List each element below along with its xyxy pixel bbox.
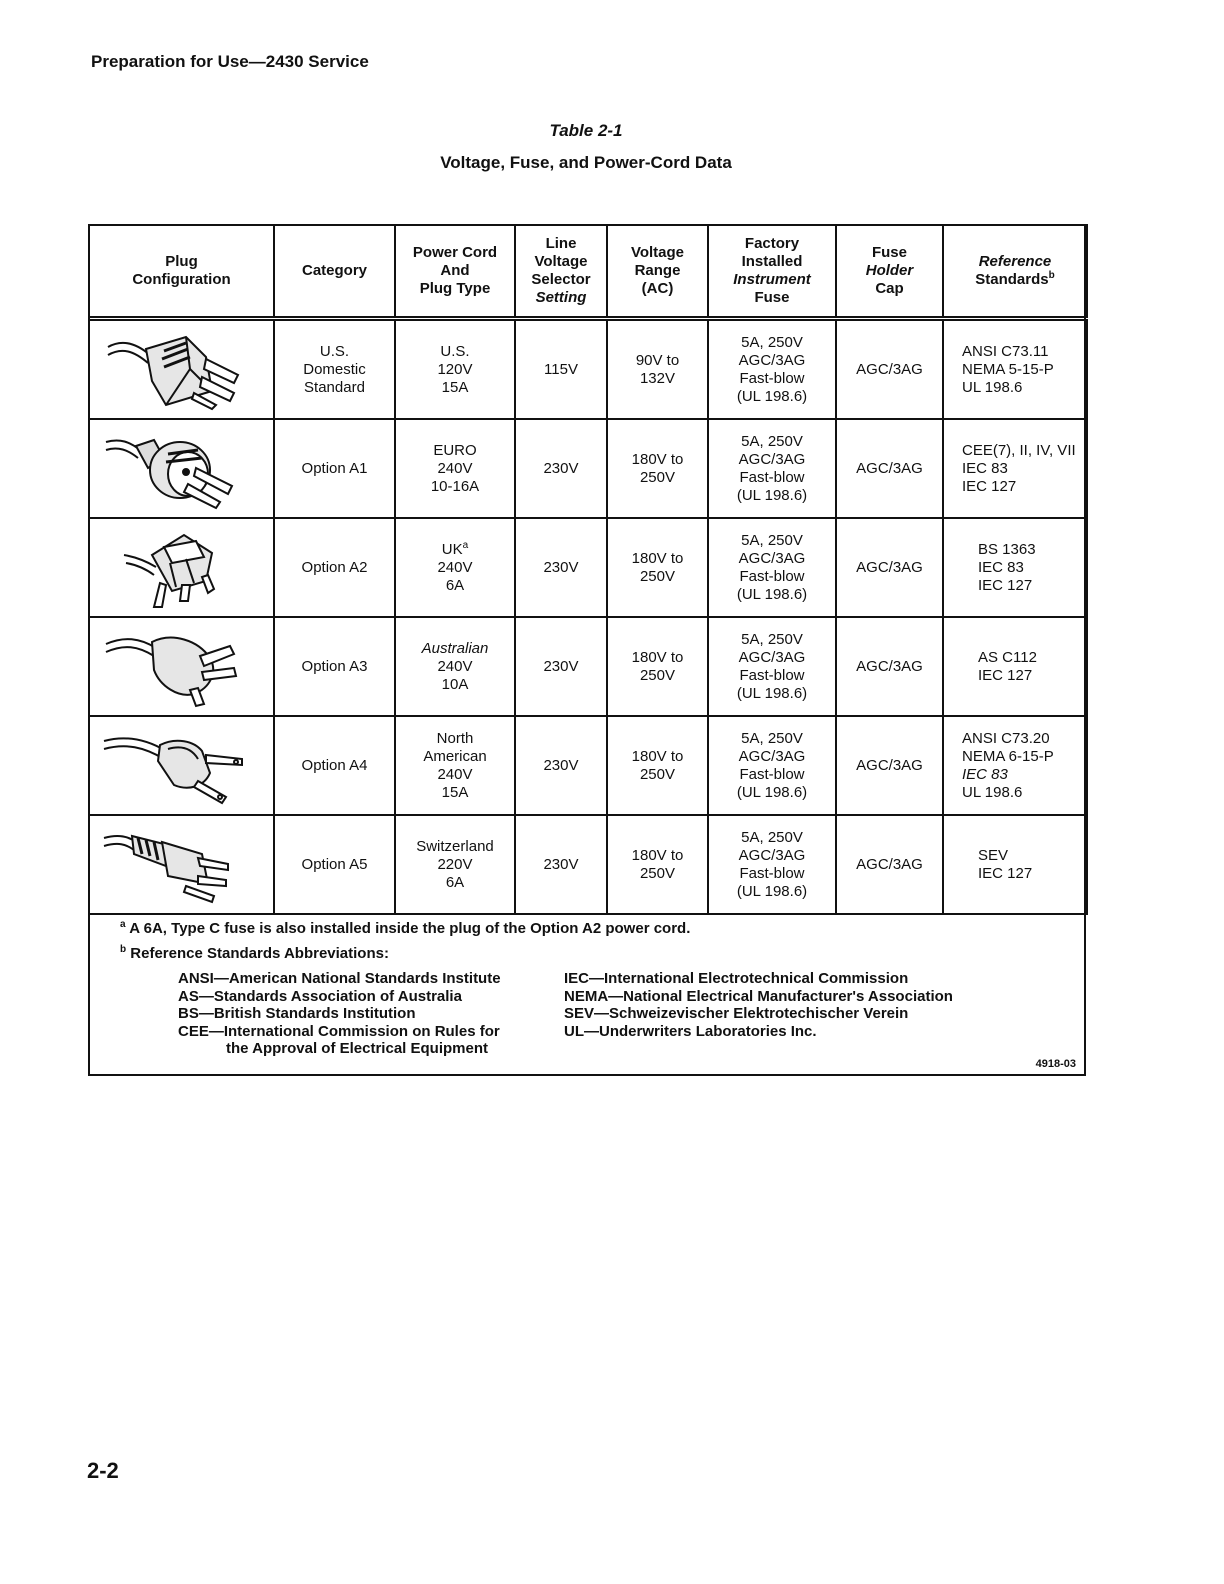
reference-standards-cell: ANSI C73.11 NEMA 5-15-P UL 198.6 bbox=[943, 319, 1087, 420]
header-voltage-range: Voltage Range (AC) bbox=[607, 225, 708, 319]
voltage-fuse-table bbox=[88, 224, 1088, 915]
power-cord-cell: $UK^a$ 240V 6A bbox=[395, 518, 515, 617]
factory-fuse-cell: 5A, 250V AGC/3AG Fast-blow (UL 198.6) bbox=[708, 518, 836, 617]
table-row bbox=[89, 617, 1087, 716]
table-row bbox=[89, 319, 1087, 420]
selector-setting-cell: 230V bbox=[515, 518, 607, 617]
plug-configuration-cell bbox=[89, 815, 274, 914]
category-cell: Option A3 bbox=[274, 617, 395, 716]
selector-setting-cell: 115V bbox=[515, 319, 607, 420]
power-cord-cell: North American 240V 15A bbox=[395, 716, 515, 815]
table-title: Voltage, Fuse, and Power-Cord Data bbox=[440, 153, 732, 172]
header-power-cord: Power Cord And Plug Type bbox=[395, 225, 515, 319]
abbreviation-item: UL—Underwriters Laboratories Inc. bbox=[564, 1022, 817, 1040]
table-row bbox=[89, 815, 1087, 914]
figure-code: 4918-03 bbox=[1035, 1058, 1076, 1070]
header-factory-fuse: Factory Installed Instrument Fuse bbox=[708, 225, 836, 319]
power-cord-cell: Switzerland 220V 6A bbox=[395, 815, 515, 914]
selector-setting-cell: 230V bbox=[515, 419, 607, 518]
abbreviation-item: BS—British Standards Institution bbox=[178, 1005, 416, 1022]
abbreviation-column-left bbox=[178, 970, 558, 1058]
factory-fuse-cell: 5A, 250V AGC/3AG Fast-blow (UL 198.6) bbox=[708, 815, 836, 914]
header-line-voltage-selector: Line Voltage Selector Setting bbox=[515, 225, 607, 319]
abbreviation-item: ANSI—American National Standards Institute bbox=[178, 970, 501, 987]
power-cord-cell: U.S. 120V 15A bbox=[395, 319, 515, 420]
factory-fuse-cell: 5A, 250V AGC/3AG Fast-blow (UL 198.6) bbox=[708, 319, 836, 420]
page-number: 2-2 bbox=[87, 1458, 119, 1483]
fuse-holder-cap-cell: AGC/3AG bbox=[836, 518, 943, 617]
abbreviation-item: SEV—Schweizevischer Elektrotechischer Verein bbox=[564, 1005, 909, 1022]
uk-plug-icon bbox=[102, 527, 262, 609]
abbreviation-item: IEC—International Electrotechnical Commission bbox=[564, 970, 909, 987]
category-cell: Option A2 bbox=[274, 518, 395, 617]
table-row bbox=[89, 419, 1087, 518]
factory-fuse-cell: 5A, 250V AGC/3AG Fast-blow (UL 198.6) bbox=[708, 617, 836, 716]
table-row bbox=[89, 518, 1087, 617]
abbreviation-column-right bbox=[564, 970, 1044, 1040]
factory-fuse-cell: 5A, 250V AGC/3AG Fast-blow (UL 198.6) bbox=[708, 716, 836, 815]
table-row bbox=[89, 716, 1087, 815]
selector-setting-cell: 230V bbox=[515, 815, 607, 914]
abbreviation-list bbox=[120, 970, 1060, 1066]
fuse-holder-cap-cell: AGC/3AG bbox=[836, 716, 943, 815]
voltage-range-cell: 180V to 250V bbox=[607, 419, 708, 518]
us-domestic-plug-icon bbox=[102, 329, 262, 411]
footnote-b: $^b$ Reference Standards Abbreviations: bbox=[120, 944, 389, 962]
voltage-range-cell: 180V to 250V bbox=[607, 617, 708, 716]
fuse-holder-cap-cell: AGC/3AG bbox=[836, 419, 943, 518]
factory-fuse-cell: 5A, 250V AGC/3AG Fast-blow (UL 198.6) bbox=[708, 419, 836, 518]
plug-configuration-cell bbox=[89, 319, 274, 420]
euro-plug-icon bbox=[102, 428, 262, 510]
power-cord-cell: EURO 240V 10-16A bbox=[395, 419, 515, 518]
plug-configuration-cell bbox=[89, 716, 274, 815]
category-cell: U.S. Domestic Standard bbox=[274, 319, 395, 420]
reference-standards-cell: AS C112 IEC 127 bbox=[943, 617, 1087, 716]
reference-standards-cell: ANSI C73.20 NEMA 6-15-P IEC 83 UL 198.6 bbox=[943, 716, 1087, 815]
table-number: Table 2-1 bbox=[549, 121, 623, 140]
plug-configuration-cell bbox=[89, 617, 274, 716]
selector-setting-cell: 230V bbox=[515, 716, 607, 815]
voltage-range-cell: 180V to 250V bbox=[607, 716, 708, 815]
header-fuse-holder-cap: Fuse Holder Cap bbox=[836, 225, 943, 319]
selector-setting-cell: 230V bbox=[515, 617, 607, 716]
table-footnotes bbox=[120, 920, 1060, 1066]
abbreviation-item: CEE—International Commission on Rules for bbox=[178, 1022, 500, 1040]
abbreviation-item: NEMA—National Electrical Manufacturer's Association bbox=[564, 987, 953, 1005]
header-reference-standards: Reference Standards$^b$ bbox=[943, 225, 1087, 319]
reference-standards-cell: SEV IEC 127 bbox=[943, 815, 1087, 914]
running-header: Preparation for Use—2430 Service bbox=[91, 52, 369, 71]
north-american-240v-plug-icon bbox=[102, 725, 262, 807]
swiss-plug-icon bbox=[102, 824, 262, 906]
plug-configuration-cell bbox=[89, 419, 274, 518]
header-plug-configuration: Plug Configuration bbox=[89, 225, 274, 319]
category-cell: Option A5 bbox=[274, 815, 395, 914]
fuse-holder-cap-cell: AGC/3AG bbox=[836, 617, 943, 716]
category-cell: Option A1 bbox=[274, 419, 395, 518]
header-category: Category bbox=[274, 225, 395, 319]
reference-standards-cell: BS 1363 IEC 83 IEC 127 bbox=[943, 518, 1087, 617]
header-row bbox=[89, 225, 1087, 319]
abbreviation-item: AS—Standards Association of Australia bbox=[178, 987, 462, 1005]
category-cell: Option A4 bbox=[274, 716, 395, 815]
voltage-range-cell: 180V to 250V bbox=[607, 518, 708, 617]
plug-configuration-cell bbox=[89, 518, 274, 617]
abbreviation-item-continuation: the Approval of Electrical Equipment bbox=[226, 1040, 488, 1057]
voltage-range-cell: 180V to 250V bbox=[607, 815, 708, 914]
reference-standards-cell: CEE(7), II, IV, VII IEC 83 IEC 127 bbox=[943, 419, 1087, 518]
voltage-range-cell: 90V to 132V bbox=[607, 319, 708, 420]
power-cord-cell: Australian 240V 10A bbox=[395, 617, 515, 716]
fuse-holder-cap-cell: AGC/3AG bbox=[836, 815, 943, 914]
fuse-holder-cap-cell: AGC/3AG bbox=[836, 319, 943, 420]
footnote-a: $^a$ A 6A, Type C fuse is also installed inside the plug of the Option A2 power cord. bbox=[120, 919, 691, 937]
australian-plug-icon bbox=[102, 626, 262, 708]
